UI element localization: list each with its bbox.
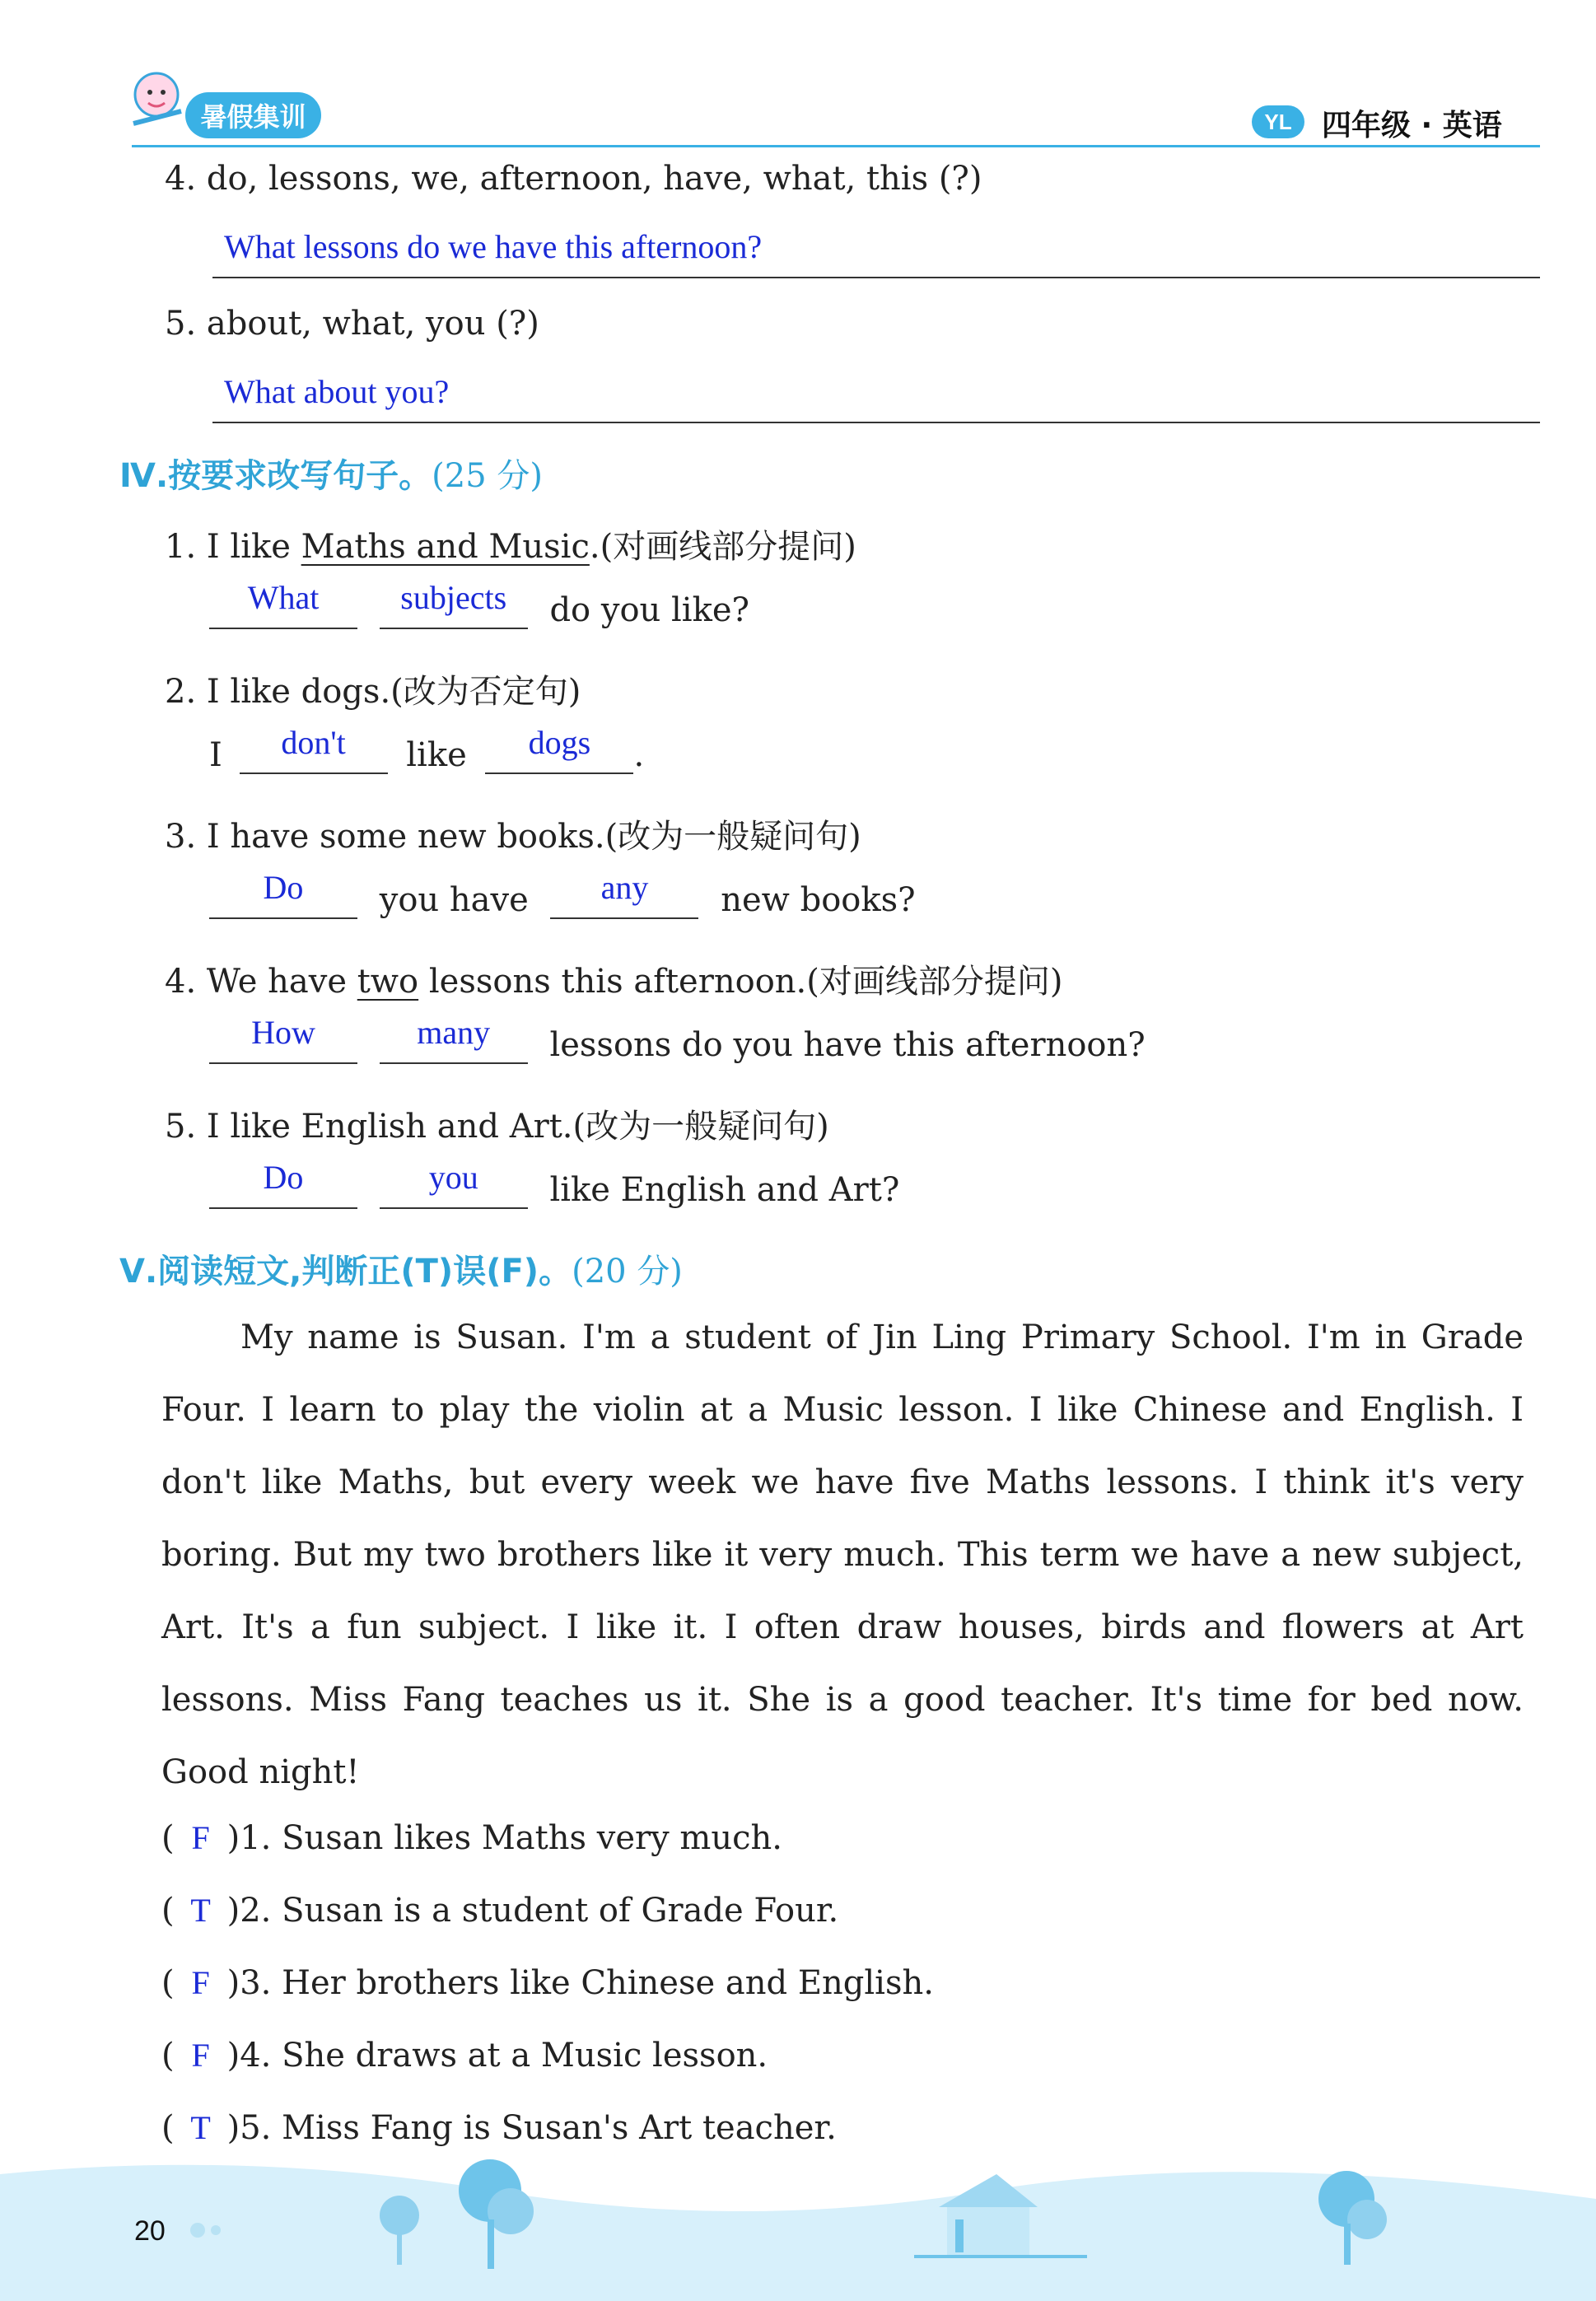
q4-5-blank-1[interactable] — [209, 1159, 357, 1209]
q4-3-answer-row — [209, 869, 916, 919]
q4-2-text: I like dogs.(改为否定句) — [206, 673, 581, 711]
q4-2-prompt — [165, 665, 581, 712]
q4-1-answer-row — [209, 579, 749, 629]
q4-1-num: 1. — [165, 528, 197, 566]
q4-3-blank-2[interactable] — [550, 869, 698, 919]
q4-5-tail: like English and Art? — [549, 1171, 900, 1209]
page-header — [0, 0, 1596, 156]
q4-5-answer-row — [209, 1159, 900, 1209]
q4-4-pre: We have — [206, 963, 357, 1001]
q4-3-mid: you have — [379, 881, 529, 919]
header-logo — [185, 92, 321, 138]
q4-1-post: .(对画线部分提问) — [589, 528, 856, 566]
q3-5-answer-line — [212, 422, 1540, 423]
section4-points: (25 分) — [432, 457, 543, 495]
q4-1-pre: I like — [206, 528, 301, 566]
statement-4-text: )4. She draws at a Music lesson. — [226, 2037, 768, 2075]
statement-2: ( T )2. Susan is a student of Grade Four. — [161, 1892, 839, 1930]
q4-2-lead: I — [209, 736, 222, 774]
q4-4-blank-2[interactable] — [380, 1014, 528, 1064]
statement-1-answer[interactable]: F — [191, 1819, 210, 1856]
q4-3-tail: new books? — [721, 881, 916, 919]
header-logo-text: 暑假集训 — [200, 101, 306, 133]
q4-4-underlined: two — [357, 963, 419, 1001]
q4-5-prompt — [165, 1100, 829, 1147]
q4-1-tail: do you like? — [549, 591, 749, 629]
section4-title-text: Ⅳ.按要求改写句子。 — [119, 457, 432, 495]
q4-3-text: I have some new books.(改为一般疑问句) — [206, 818, 861, 856]
statement-1-text: )1. Susan likes Maths very much. — [226, 1819, 783, 1857]
q4-4-prompt — [165, 955, 1062, 1002]
q4-5-answer-1: Do — [263, 1159, 304, 1196]
section5-title-text: Ⅴ.阅读短文,判断正(T)误(F)。 — [119, 1253, 572, 1291]
header-rule — [132, 145, 1540, 147]
q4-1-blank-1[interactable] — [209, 579, 357, 629]
grade-badge-text: YL — [1264, 109, 1292, 134]
statement-5-answer[interactable]: T — [190, 2109, 211, 2146]
statement-1: ( F )1. Susan likes Maths very much. — [161, 1819, 783, 1857]
q4-1-answer-2: subjects — [400, 579, 507, 616]
page-number: 20 — [134, 2215, 166, 2247]
statement-3-text: )3. Her brothers like Chinese and English. — [226, 1964, 934, 2002]
q4-3-blank-1[interactable] — [209, 869, 357, 919]
q4-2-blank-2[interactable] — [485, 724, 633, 774]
q4-4-post: lessons this afternoon.(对画线部分提问) — [418, 963, 1063, 1001]
grade-subject: 四年级 · 英语 — [1322, 109, 1502, 142]
q4-4-blank-1[interactable] — [209, 1014, 357, 1064]
q3-5-prompt: 5. about, what, you (?) — [165, 305, 539, 343]
q4-2-tail: . — [633, 736, 645, 774]
statement-2-answer[interactable]: T — [190, 1892, 211, 1929]
footer-landscape — [0, 2141, 1596, 2301]
q4-5-text: I like English and Art.(改为一般疑问句) — [206, 1108, 829, 1146]
section5-title — [119, 1245, 683, 1292]
q4-2-blank-1[interactable] — [240, 724, 388, 774]
q4-3-num: 3. — [165, 818, 197, 856]
q4-2-answer-2: dogs — [528, 724, 591, 761]
q4-5-num: 5. — [165, 1108, 197, 1146]
q4-1-answer-1: What — [247, 579, 320, 616]
q4-3-prompt — [165, 810, 861, 857]
statement-2-text: )2. Susan is a student of Grade Four. — [226, 1892, 839, 1930]
mascot-icon — [124, 66, 189, 140]
q4-2-answer-1: don't — [281, 724, 346, 761]
reading-passage — [161, 1301, 1524, 1809]
q4-5-answer-2: you — [428, 1159, 478, 1196]
statement-3-answer[interactable]: F — [191, 1964, 210, 2001]
q4-4-num: 4. — [165, 963, 197, 1001]
q4-2-mid: like — [406, 736, 467, 774]
q4-2-num: 2. — [165, 673, 197, 711]
grade-badge — [1252, 105, 1304, 138]
q3-4-prompt: 4. do, lessons, we, afternoon, have, what, this (?) — [165, 160, 982, 198]
statement-5: ( T )5. Miss Fang is Susan's Art teacher. — [161, 2109, 837, 2147]
q3-4-answer-line — [212, 277, 1540, 278]
reading-passage-text: My name is Susan. I'm a student of Jin Ling Primary School. I'm in Grade Four. I learn to play the violin at a Music lesson. I like Chinese and English. I don't like Maths, but every week we have five Maths lessons. I think it's very boring. But my two brothers like it very much. This term we have a new subject, Art. It's a fun subject. I like it. I often draw houses, birds and flowers at Art lessons. Miss Fang teaches us it. She is a good teacher. It's time for bed now. Good night! — [161, 1319, 1524, 1791]
q4-4-answer-2: many — [417, 1014, 491, 1051]
q4-4-answer-1: How — [251, 1014, 315, 1051]
statement-4: ( F )4. She draws at a Music lesson. — [161, 2037, 768, 2075]
q4-1-underlined: Maths and Music — [301, 528, 590, 566]
q4-1-blank-2[interactable] — [380, 579, 528, 629]
q4-2-answer-row — [209, 724, 645, 774]
q4-3-answer-1: Do — [263, 869, 304, 906]
q4-4-answer-row — [209, 1014, 1146, 1064]
q3-4-answer: What lessons do we have this afternoon? — [224, 228, 763, 265]
q4-4-tail: lessons do you have this afternoon? — [549, 1026, 1146, 1064]
statement-3: ( F )3. Her brothers like Chinese and English. — [161, 1964, 934, 2002]
q4-3-answer-2: any — [600, 869, 649, 906]
statement-4-answer[interactable]: F — [191, 2037, 210, 2074]
q4-5-blank-2[interactable] — [380, 1159, 528, 1209]
q3-5-answer: What about you? — [224, 373, 450, 410]
section4-title — [119, 450, 543, 497]
statement-5-text: )5. Miss Fang is Susan's Art teacher. — [226, 2109, 837, 2147]
section5-points: (20 分) — [572, 1253, 683, 1291]
q4-1-prompt — [165, 520, 856, 567]
